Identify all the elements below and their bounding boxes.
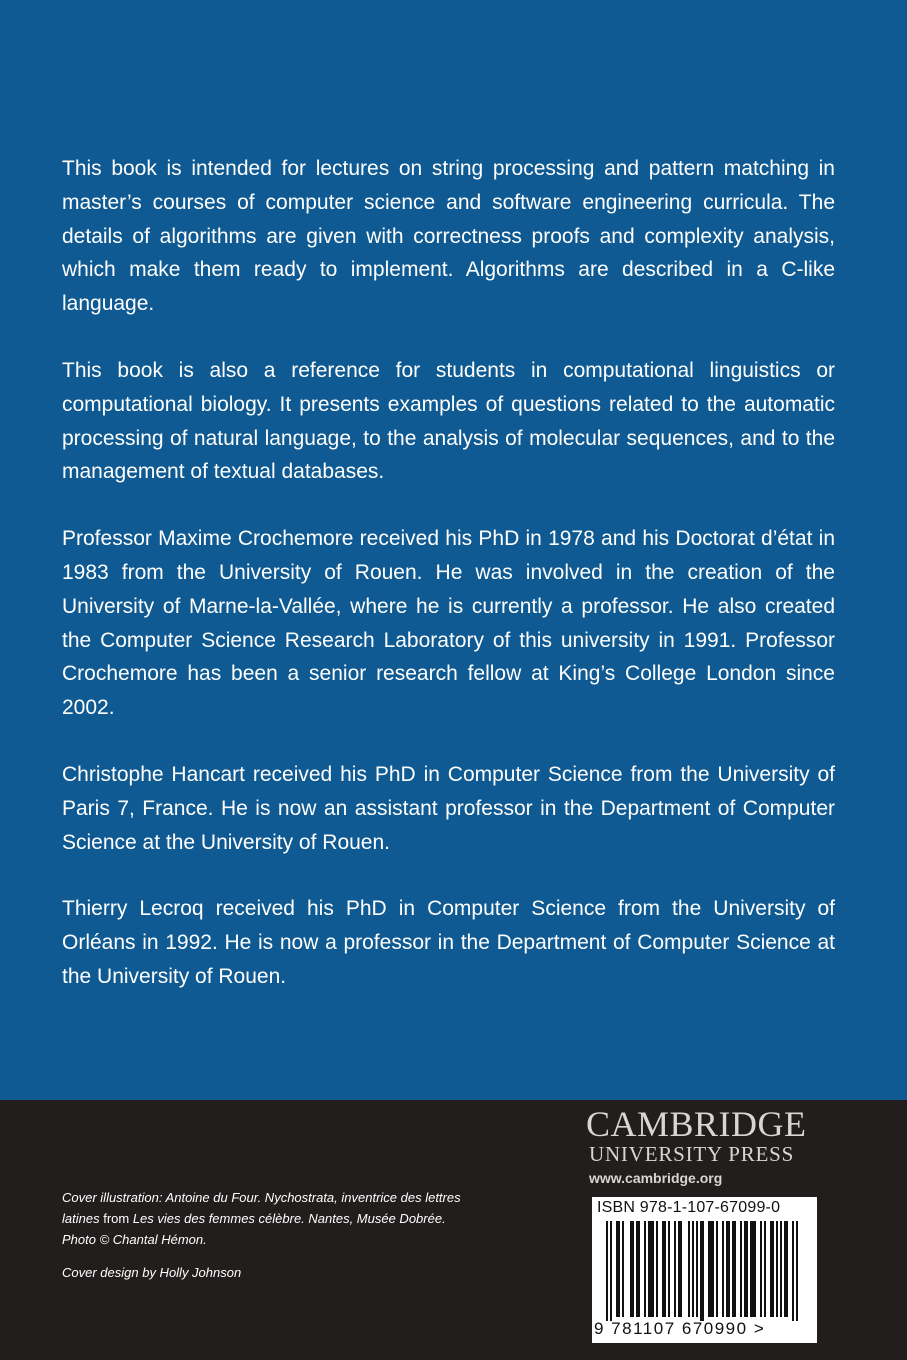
barcode-bar xyxy=(656,1221,658,1317)
barcode-bar xyxy=(750,1221,752,1317)
barcode-bar xyxy=(708,1221,710,1317)
description-text xyxy=(62,152,835,1027)
barcode-bar xyxy=(692,1221,694,1317)
barcode-bar xyxy=(716,1221,718,1317)
barcode-bar xyxy=(702,1221,704,1321)
barcode-bar xyxy=(668,1221,670,1317)
barcode-bar xyxy=(728,1221,730,1317)
barcode-bar xyxy=(776,1221,778,1317)
barcode-bar xyxy=(772,1221,774,1317)
barcode-bar xyxy=(652,1221,654,1317)
barcode-bar xyxy=(610,1221,612,1321)
barcode-bar xyxy=(734,1221,736,1317)
barcode-bar xyxy=(780,1221,782,1317)
barcode-bar xyxy=(618,1221,620,1317)
barcode-bar xyxy=(674,1221,676,1317)
barcode-bar xyxy=(680,1221,682,1317)
barcode-bar xyxy=(712,1221,714,1317)
barcode-bar xyxy=(752,1221,754,1317)
illustration-credit-from: from xyxy=(103,1211,130,1226)
illustration-credit-prefix: Cover illustration: Antoine du Four. Nychostrata, inventrice des lettres latines xyxy=(62,1190,461,1226)
barcode-bar xyxy=(616,1221,618,1317)
illustration-credit xyxy=(62,1187,472,1250)
barcode-bar xyxy=(764,1221,766,1317)
design-credit: Cover design by Holly Johnson xyxy=(62,1265,242,1280)
publisher-url: www.cambridge.org xyxy=(589,1170,723,1186)
paragraph-author-lecroq: Thierry Lecroq received his PhD in Computer Science from the University of Orléans in 1992. He is now a professor in the Department of Computer Science at the University of Rouen. xyxy=(62,897,835,988)
barcode-bar xyxy=(644,1221,646,1317)
barcode-bar xyxy=(638,1221,640,1317)
isbn-label: ISBN 978-1-107-67099-0 xyxy=(597,1199,781,1216)
barcode-bar xyxy=(636,1221,638,1317)
barcode-bar xyxy=(696,1221,698,1317)
barcode-bar xyxy=(786,1221,788,1317)
barcode-bar xyxy=(606,1221,608,1321)
barcode-bar xyxy=(770,1221,772,1317)
barcode-bar xyxy=(760,1221,762,1317)
barcode-bar xyxy=(784,1221,786,1317)
barcode-bar xyxy=(688,1221,690,1317)
barcode-bar xyxy=(622,1221,624,1317)
barcode-bar xyxy=(740,1221,742,1317)
barcode-bar xyxy=(746,1221,748,1317)
barcode-bar xyxy=(792,1221,794,1321)
barcode-bar xyxy=(648,1221,650,1317)
barcode-bar xyxy=(726,1221,728,1317)
barcode-bar xyxy=(664,1221,666,1317)
barcode-bar xyxy=(796,1221,798,1321)
barcode-bar xyxy=(630,1221,632,1317)
barcode-bar xyxy=(700,1221,702,1321)
paragraph-reference: This book is also a reference for students in computational linguistics or computational biology. It presents examples of questions related to the automatic processing of natural language, to the analysis of molecular sequences, and to the management of textual databases. xyxy=(62,358,835,484)
isbn-barcode xyxy=(592,1197,817,1343)
barcode-bar xyxy=(732,1221,734,1317)
barcode-bar xyxy=(678,1221,680,1317)
paragraph-author-crochemore: Professor Maxime Crochemore received his PhD in 1978 and his Doctorat d’état in 1983 from the University of Rouen. He was involved in the creation of the University of Marne-la-Vallée, where he is currently a professor. He also created the Computer Science Research Laboratory of this university in 1991. Professor Crochemore has been a senior research fellow at King’s College London since 2002. xyxy=(62,527,835,720)
publisher-logo xyxy=(586,1104,821,1188)
illustration-credit-suffix: Les vies des femmes célèbre. Nantes, Musée Dobrée. Photo © Chantal Hémon. xyxy=(62,1211,446,1247)
barcode-bar xyxy=(722,1221,724,1317)
publisher-name: CAMBRIDGE xyxy=(586,1104,807,1144)
publisher-subname: UNIVERSITY PRESS xyxy=(589,1142,795,1166)
barcode-bar xyxy=(632,1221,634,1317)
cover-credits xyxy=(62,1187,472,1295)
barcode-bar xyxy=(662,1221,664,1317)
barcode-bar xyxy=(744,1221,746,1317)
barcode-bars xyxy=(606,1221,802,1321)
barcode-bar xyxy=(754,1221,756,1317)
paragraph-intended-use: This book is intended for lectures on string processing and pattern matching in master’s courses of computer science and software engineering curricula. The details of algorithms are given with correctness proofs and complexity analysis, which make them ready to implement. Algorithms are described in a C-like language. xyxy=(62,157,835,316)
paragraph-author-hancart: Christophe Hancart received his PhD in Computer Science from the University of Paris 7, France. He is now an assistant professor in the Department of Computer Science at the University of Rouen. xyxy=(62,762,835,854)
barcode-digits: 9 781107 670990 > xyxy=(594,1319,766,1338)
barcode-bar xyxy=(710,1221,712,1317)
barcode-bar xyxy=(650,1221,652,1317)
